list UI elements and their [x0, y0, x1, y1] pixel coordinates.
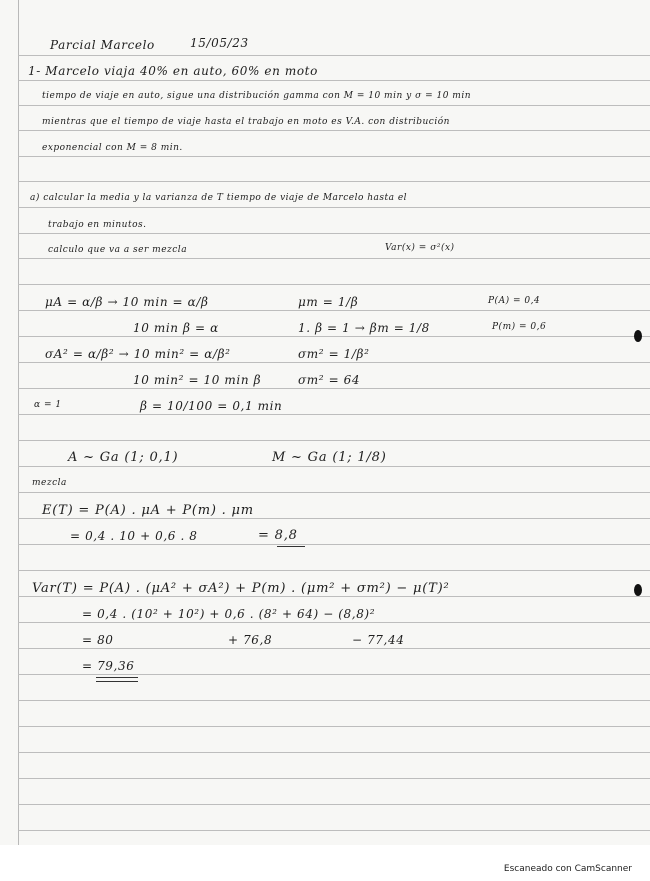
variance-formula: Var(T) = P(A) . (μA² + σA²) + P(m) . (μm² + σm²) − μ(T)²	[32, 581, 450, 596]
part-a-line-2: trabajo en minutos.	[48, 220, 147, 230]
ruled-line	[18, 362, 650, 363]
ruled-line	[18, 130, 650, 131]
ruled-line	[18, 55, 650, 56]
ruled-line	[18, 388, 650, 389]
work-r2-mid: 1. β = 1 → βm = 1/8	[298, 321, 430, 335]
expectation-substitution: = 0,4 . 10 + 0,6 . 8	[70, 529, 198, 543]
ruled-line	[18, 105, 650, 106]
ruled-line	[18, 80, 650, 81]
work-r3-left: σA² = α/β² → 10 min² = α/β²	[45, 347, 231, 361]
ruled-line	[18, 752, 650, 753]
ruled-line	[18, 310, 650, 311]
variance-term-3: − 77,44	[352, 633, 405, 647]
header-title: Parcial Marcelo	[50, 38, 155, 52]
distribution-moto: M ~ Ga (1; 1/8)	[272, 450, 387, 465]
header-date: 15/05/23	[190, 36, 249, 50]
work-r5-mid: β = 10/100 = 0,1 min	[140, 399, 283, 413]
ruled-line	[18, 181, 650, 182]
problem-line-3: mientras que el tiempo de viaje hasta el trabajo en moto es V.A. con distribución	[42, 117, 450, 127]
margin-line	[18, 0, 19, 845]
expectation-result: = 8,8	[258, 528, 298, 543]
variance-result: = 79,36	[82, 659, 135, 673]
ruled-line	[18, 284, 650, 285]
ruled-line	[18, 596, 650, 597]
problem-line-1: 1- Marcelo viaja 40% en auto, 60% en moto	[28, 64, 318, 78]
ruled-line	[18, 544, 650, 545]
ruled-line	[18, 726, 650, 727]
part-a-line-3: calculo que va a ser mezcla	[48, 245, 188, 255]
variance-underline-2	[96, 681, 138, 682]
ruled-line	[18, 414, 650, 415]
variance-term-1: = 80	[82, 633, 114, 647]
mezcla-label: mezcla	[32, 478, 67, 488]
ruled-line	[18, 518, 650, 519]
work-r2-left: 10 min β = α	[133, 321, 219, 335]
ruled-line	[18, 492, 650, 493]
part-a-line-1: a) calcular la media y la varianza de T tiempo de viaje de Marcelo hasta el	[30, 193, 408, 203]
variance-term-2: + 76,8	[228, 633, 273, 647]
binder-hole	[634, 584, 642, 596]
work-r4-left: 10 min² = 10 min β	[133, 373, 262, 387]
ruled-line	[18, 258, 650, 259]
work-r4-mid: σm² = 64	[298, 373, 361, 387]
work-r5-left: α = 1	[34, 400, 62, 410]
work-r3-mid: σm² = 1/β²	[298, 347, 370, 361]
problem-line-2: tiempo de viaje en auto, sigue una distribución gamma con M = 10 min y σ = 10 min	[42, 91, 471, 101]
ruled-line	[18, 466, 650, 467]
ruled-line	[18, 233, 650, 234]
expectation-formula: E(T) = P(A) . μA + P(m) . μm	[42, 503, 254, 518]
ruled-line	[18, 207, 650, 208]
ruled-line	[18, 804, 650, 805]
ruled-line	[18, 648, 650, 649]
prob-moto: P(m) = 0,6	[492, 322, 547, 332]
result-underline	[277, 546, 305, 547]
distribution-auto: A ~ Ga (1; 0,1)	[68, 450, 179, 465]
ruled-line	[18, 336, 650, 337]
ruled-line	[18, 778, 650, 779]
ruled-line	[18, 440, 650, 441]
ruled-line	[18, 700, 650, 701]
ruled-line	[18, 674, 650, 675]
variance-substitution: = 0,4 . (10² + 10²) + 0,6 . (8² + 64) − (8,8)²	[82, 607, 376, 621]
variance-note: Var(x) = σ²(x)	[385, 243, 455, 253]
ruled-line	[18, 570, 650, 571]
work-r1-left: μA = α/β → 10 min = α/β	[45, 295, 209, 309]
problem-line-4: exponencial con M = 8 min.	[42, 143, 183, 153]
ruled-line	[18, 830, 650, 831]
prob-auto: P(A) = 0,4	[488, 296, 541, 306]
scanner-watermark: Escaneado con CamScanner	[503, 864, 632, 874]
variance-underline	[96, 677, 138, 678]
ruled-line	[18, 156, 650, 157]
work-r1-mid: μm = 1/β	[298, 295, 359, 309]
ruled-line	[18, 622, 650, 623]
binder-hole	[634, 330, 642, 342]
